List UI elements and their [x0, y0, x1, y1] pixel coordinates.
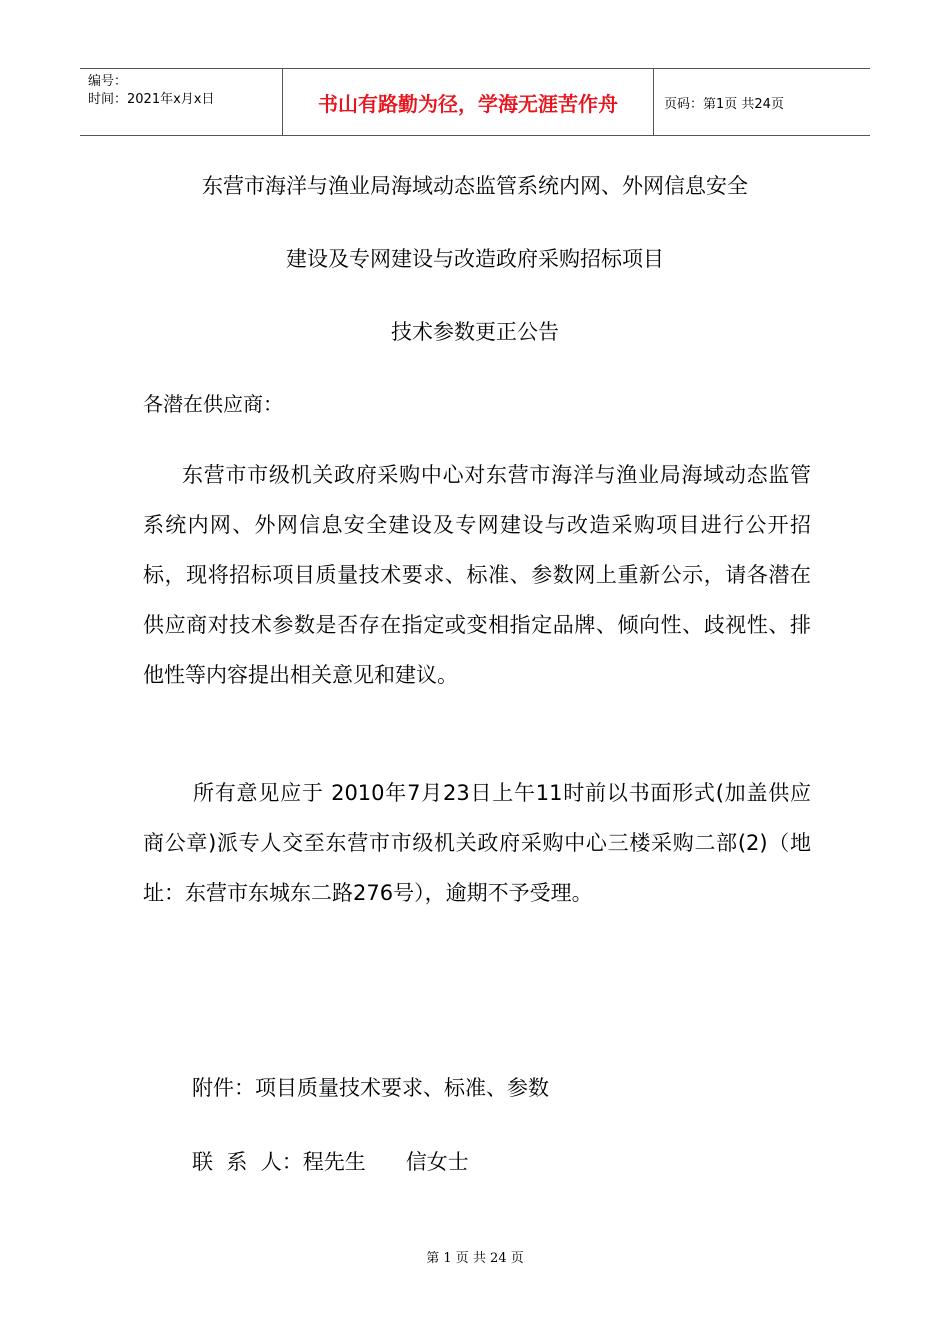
title-line-2: 建设及专网建设与改造政府采购招标项目 — [286, 247, 664, 271]
number-label: 编号： — [88, 74, 128, 89]
page-info: 页码：第1页 共24页 — [664, 96, 784, 112]
attachment-line: 附件：项目质量技术要求、标准、参数 — [192, 1076, 549, 1100]
header-page-info-cell — [654, 69, 870, 135]
title-line-1: 东营市海洋与渔业局海域动态监管系统内网、外网信息安全 — [202, 174, 748, 198]
header-motto-cell — [282, 69, 654, 135]
document-header — [80, 68, 870, 136]
paragraph-1: 东营市市级机关政府采购中心对东营市海洋与渔业局海域动态监管系统内网、外网信息安全建设及专网建设与改造采购项目进行公开招标，现将招标项目质量技术要求、标准、参数网上重新公示，请各潜在供应商对技术参数是否存在指定或变相指定品牌、倾向性、歧视性、排他性等内容提出相关意见和建议。 — [143, 463, 811, 687]
title-line-3: 技术参数更正公告 — [391, 320, 559, 344]
contact-line: 联 系 人：程先生 信女士 — [192, 1150, 469, 1174]
motto: 书山有路勤为径，学海无涯苦作舟 — [318, 91, 618, 116]
time-label: 时间：2021年x月x日 — [88, 92, 215, 107]
page-footer: 第 1 页 共 24 页 — [426, 1251, 524, 1266]
header-meta — [80, 69, 282, 135]
paragraph-2: 所有意见应于 2010年7月23日上午11时前以书面形式(加盖供应商公章)派专人交至东营市市级机关政府采购中心三楼采购二部(2)（地址：东营市东城东二路276号），逾期不予受理。 — [143, 781, 811, 905]
salutation: 各潜在供应商： — [143, 392, 283, 416]
